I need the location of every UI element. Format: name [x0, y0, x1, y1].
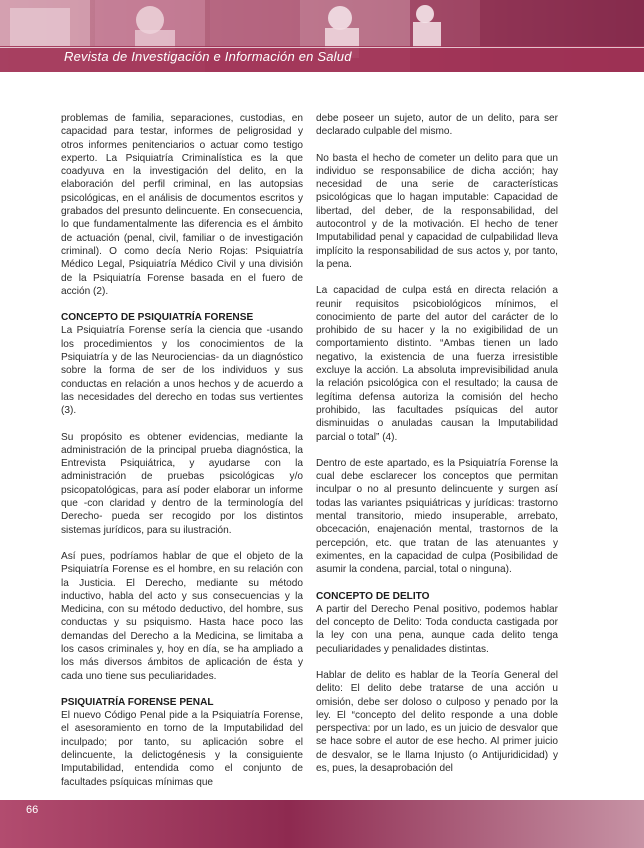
right-text-column — [316, 112, 558, 788]
paragraph: A partir del Derecho Penal positivo, podemos hablar del concepto de Delito: Toda conducta castigada por la ley con una pena, aunque cada delito tenga peculiaridades y penalidades distintas. — [316, 603, 558, 655]
paragraph: Hablar de delito es hablar de la Teoría General del delito: El delito debe tratarse de una acción u omisión, debe ser doloso o culposo y penado por la ley. El “concepto del delito responde a una doble perspectiva: por un lado, es un juicio de desvalor que se hace sobre el autor de ese hecho. Al primer juicio de desvalor, se le llama Injusto (o Antijuridicidad) y es, pues, la desaprobación del — [316, 669, 558, 775]
footer-band — [0, 800, 644, 848]
section-heading: CONCEPTO DE DELITO — [316, 590, 430, 602]
paragraph: Dentro de este apartado, es la Psiquiatría Forense la cual debe esclarecer los conceptos que permitan inculpar o no al presunto delincuente y surgen así todas las variantes psiquiátricas y jurídicas: trastorno mental transitorio, miedo insuperable, arrebato, obcecación, enajenación mental, trastornos de la percepción, etc. que tratan de las atenuantes y eximentes, en la capacidad de culpa (Posibilidad de asumir la condena, parcial, total o ninguna). — [316, 457, 558, 576]
section-heading: PSIQUIATRÍA FORENSE PENAL — [61, 696, 214, 708]
paragraph: Así pues, podríamos hablar de que el objeto de la Psiquiatría Forense es el hombre, en su relación con la Justicia. El Derecho, mediante su método inductivo, habla del acto y sus consecuencias y la Medicina, con su método deductivo, del hombre, sus conductas y su psiquismo. Hasta hace poco las demandas del Derecho a la Medicina, se limitaba a los casos criminales y, hoy en día, se ha ampliado a los más diversos ámbitos de aplicación de ésta y cada uno tiene sus peculiaridades. — [61, 550, 303, 682]
paragraph: Su propósito es obtener evidencias, mediante la administración de la principal prueba diagnóstica, la Entrevista Psiquiátrica, y ayudarse con la administración de pruebas psicológicas y/o psicopatológicas, para así poder elaborar un informe que -con claridad y dentro de la terminología del Derecho- pueda ser recogido por los distintos sistemas jurídicos, para su ilustración. — [61, 431, 303, 536]
left-text-column — [61, 112, 303, 802]
paragraph: La capacidad de culpa está en directa relación a reunir requisitos psicobiológicos mínimos, el conocimiento de parte del autor del carácter de lo prohibido de su hacer y la no exigibilidad de un comportamiento distinto. “Ambas tienen un lado negativo, la existencia de una fuerza irresistible excluye la acción. La absoluta imprevisibilidad anula la relación psicológica con el resultado; la causa de legítima defensa autoriza la comisión del hecho prohibido, las facultades psíquicas del autor disminuidas o anuladas causan la Imputabilidad parcial o total” (4). — [316, 285, 558, 443]
header-banner — [0, 0, 644, 72]
journal-title: Revista de Investigación e Información en Salud — [64, 49, 352, 64]
paragraph: debe poseer un sujeto, autor de un delito, para ser declarado culpable del mismo. — [316, 113, 558, 138]
paragraph: No basta el hecho de cometer un delito para que un individuo se responsabilice de dicha acción; hay necesidad de una serie de características psicológicas que lo hagan imputable: Capacidad de libertad, del deber, de la responsabilidad, del autocontrol y de la motivación. El hecho de tener Imputabilidad penal y capacidad de culpabilidad lleva implícito la responsabilidad de sus actos y, por tanto, la pena. — [316, 152, 558, 270]
paragraph: problemas de familia, separaciones, custodias, en capacidad para testar, informes de peligrosidad y otros informes penitenciarios o actuar como testigo experto. La Psiquiatría Criminalística es la que coadyuva en la investigación del delito, en la elaboración del perfil criminal, en las autopsias psicológicas, en el análisis de documentos escritos y grabados del presunto delincuente. En consecuencia, lo que fundamentalmente las diferencia es el ámbito de actuación (penal, civil, familiar o de investigación criminal). O como decía Nerio Rojas: Psiquiatría Médico Legal, Psiquiatría Médico Civil y una división de la Psiquiatría Forense basada en el fuero de acción (2). — [61, 113, 303, 297]
page-number: 66 — [26, 804, 39, 816]
section-heading: CONCEPTO DE PSIQUIATRÍA FORENSE — [61, 312, 254, 324]
header-divider — [0, 47, 644, 48]
paragraph: La Psiquiatría Forense sería la ciencia que -usando los procedimientos y los conocimientos de la Psiquiatría y de las Neurociencias- da un diagnóstico sobre la forma de ser de los individuos y sus conductas en relación a unos hechos y de acuerdo a las necesidades del derecho en todas sus vertientes (3). — [61, 325, 303, 417]
paragraph: El nuevo Código Penal pide a la Psiquiatría Forense, el asesoramiento en torno de la Imputabilidad del inculpado; por tanto, su aplicación sobre el delincuente, la delictogénesis y la consiguiente Imputabilidad, entendida como el conjunto de facultades psíquicas mínimas que — [61, 710, 303, 788]
